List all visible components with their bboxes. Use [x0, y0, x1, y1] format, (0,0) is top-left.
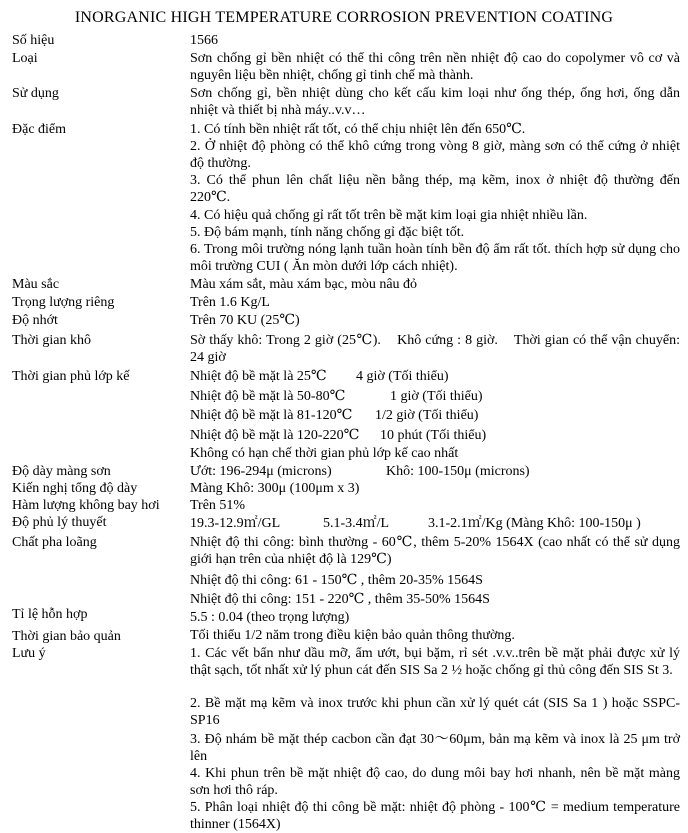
phu-lop-note: Không có hạn chế thời gian phủ lớp kế cao nhất [190, 446, 459, 461]
label-do-day: Độ dày màng sơn [12, 464, 111, 479]
label-mau-sac: Màu sắc [12, 277, 60, 292]
value-bao-quan: Tối thiểu 1/2 năm trong điều kiện bảo quản thông thường. [190, 628, 515, 643]
label-bao-quan: Thời gian bảo quản [12, 629, 121, 644]
dac-diem-item: 2. Ở nhiệt độ phòng có thể khô cứng trong vòng 8 giờ, màng sơn có thể cứng ở nhiệt độ thường. [190, 139, 680, 171]
phu-lop-temp: Nhiệt độ bề mặt là 25℃ [190, 369, 327, 384]
value-trong-luong: Trên 1.6 Kg/L [190, 295, 270, 310]
value-do-nhot: Trên 70 KU (25℃) [190, 313, 300, 328]
phu-lop-time: 4 giờ (Tối thiểu) [356, 369, 449, 384]
value-kien-nghi: Màng Khô: 300μ (100μm x 3) [190, 481, 360, 496]
pha-loang-item: Nhiệt độ thi công: bình thường - 60℃, thêm 5-20% 1564X (cao nhất có thể sử dụng giới hạn trên của nhiệt độ là 129℃) [190, 535, 680, 567]
do-day-wet: Ướt: 196-294μ (microns) [190, 464, 332, 479]
pha-loang-item: Nhiệt độ thi công: 151 - 220℃ , thêm 35-50% 1564S [190, 592, 490, 607]
do-phu-b: 5.1-3.4㎡/L [323, 516, 390, 531]
label-so-hieu: Số hiệu [12, 33, 55, 48]
label-ham-luong: Hàm lượng không bay hơi [12, 498, 160, 513]
phu-lop-temp: Nhiệt độ bề mặt là 50-80℃ [190, 389, 346, 404]
value-mau-sac: Màu xám sắt, màu xám bạc, mòu nâu đỏ [190, 277, 418, 292]
phu-lop-temp: Nhiệt độ bề mặt là 120-220℃ [190, 428, 360, 443]
luu-y-item: 3. Độ nhám bề mặt thép cacbon cần đạt 30～60μm, bản mạ kẽm và inox là 25 μm trở lên [190, 732, 680, 764]
luu-y-item: 5. Phân loại nhiệt độ thi công bề mặt: nhiệt độ phòng - 100℃ = medium temperature thinner (1564X) [190, 800, 680, 832]
phu-lop-temp: Nhiệt độ bề mặt là 81-120℃ [190, 408, 353, 423]
dac-diem-item: 1. Có tính bền nhiệt rất tốt, có thể chịu nhiệt lên đến 650℃. [190, 122, 526, 137]
dac-diem-item: 5. Độ bám mạnh, tính năng chống gỉ đặc biệt tốt. [190, 225, 465, 240]
label-do-phu: Độ phủ lý thuyết [12, 515, 107, 530]
do-phu-a: 19.3-12.9㎡/GL [190, 516, 281, 531]
label-kien-nghi: Kiến nghị tổng độ dày [12, 481, 138, 496]
label-trong-luong: Trọng lượng riêng [12, 295, 115, 310]
luu-y-item: 2. Bề mặt mạ kẽm và inox trước khi phun cần xử lý quét cát (SIS Sa 1 ) hoặc SSPC-SP16 [190, 696, 680, 728]
value-thoi-gian-kho: Sờ thấy khô: Trong 2 giờ (25℃). Khô cứng : 8 giờ. Thời gian có thể vận chuyển: 24 giờ [190, 333, 684, 365]
label-dac-diem: Đặc điểm [12, 122, 67, 137]
label-loai: Loại [12, 51, 38, 66]
value-ti-le: 5.5 : 0.04 (theo trọng lượng) [190, 610, 350, 625]
label-do-nhot: Độ nhớt [12, 313, 58, 328]
label-pha-loang: Chất pha loãng [12, 535, 97, 550]
luu-y-item: 1. Các vết bẩn như dầu mỡ, ẩm ướt, bụi bặm, rỉ sét .v.v..trên bề mặt phải được xử lý thật sạch, tốt nhất xử lý phun cát đến SIS Sa 2 ½ hoặc chống gỉ thủ công đến SIS St 3. [190, 646, 680, 678]
label-luu-y: Lưu ý [12, 646, 46, 661]
dac-diem-item: 4. Có hiệu quả chống gỉ rất tốt trên bề mặt kim loại gia nhiệt nhiều lần. [190, 208, 588, 223]
label-ti-le: Tỉ lệ hỗn hợp [12, 607, 88, 622]
value-su-dung: Sơn chống gỉ, bền nhiệt dùng cho kết cấu kim loại như ống thép, ống hơi, ống dẫn nhiệt và thiết bị nhà máy..v.v… [190, 86, 680, 118]
luu-y-item: 4. Khi phun trên bề mặt nhiệt độ cao, do dung môi bay hơi nhanh, nên bề mặt màng sơn hơi thô ráp. [190, 766, 680, 798]
phu-lop-time: 1 giờ (Tối thiểu) [390, 389, 483, 404]
dac-diem-item: 6. Trong môi trường nóng lạnh tuần hoàn tính bền độ ẩm rất tốt. thích hợp sử dụng cho môi trường CUI ( Ăn mòn dưới lớp cách nhiệt). [190, 242, 680, 274]
value-loai: Sơn chống gỉ bền nhiệt có thể thi công trên nền nhiệt độ cao do copolymer vô cơ và nguyên liệu bền nhiệt, chống gỉ tinh chế mà thành. [190, 51, 680, 83]
phu-lop-time: 10 phút (Tối thiểu) [380, 428, 487, 443]
label-phu-lop: Thời gian phủ lớp kế [12, 369, 130, 384]
page-title: INORGANIC HIGH TEMPERATURE CORROSION PREVENTION COATING [74, 9, 614, 26]
dac-diem-item: 3. Có thể phun lên chất liệu nền bằng thép, mạ kẽm, inox ở nhiệt độ thường đến 220℃. [190, 173, 680, 205]
value-ham-luong: Trên 51% [190, 498, 246, 513]
label-thoi-gian-kho: Thời gian khô [12, 333, 91, 348]
do-phu-c: 3.1-2.1㎡/Kg (Màng Khô: 100-150μ ) [428, 516, 641, 531]
label-su-dung: Sử dụng [12, 86, 59, 101]
phu-lop-time: 1/2 giờ (Tối thiểu) [375, 408, 479, 423]
pha-loang-item: Nhiệt độ thi công: 61 - 150℃ , thêm 20-35% 1564S [190, 573, 483, 588]
do-day-dry: Khô: 100-150μ (microns) [386, 464, 530, 479]
value-so-hieu: 1566 [190, 33, 218, 48]
